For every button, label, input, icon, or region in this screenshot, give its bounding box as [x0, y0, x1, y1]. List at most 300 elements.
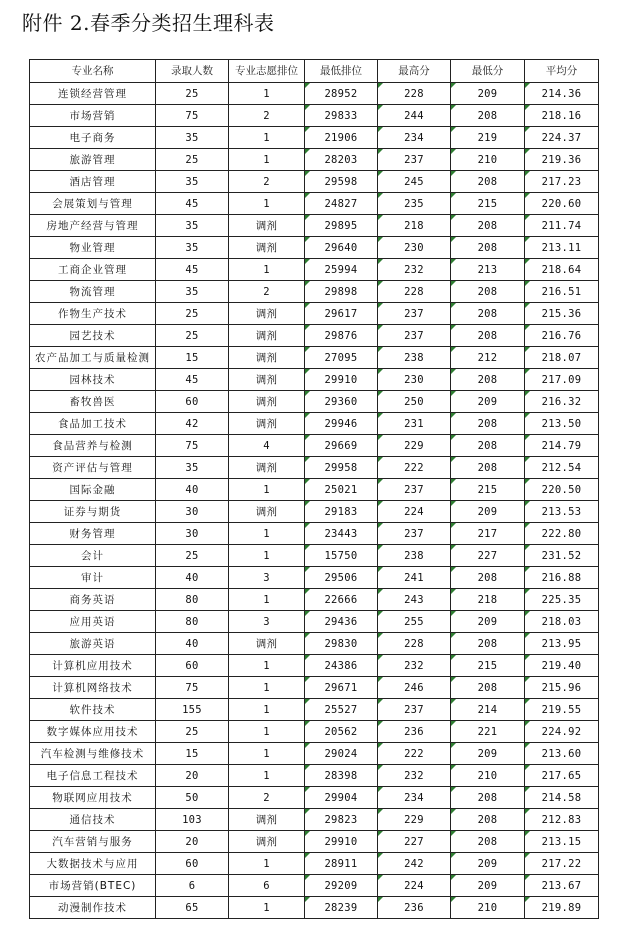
cell-lowest-score: 209: [451, 501, 525, 523]
table-row: [30, 259, 599, 281]
cell-average-score: 215.96: [525, 677, 599, 699]
cell-lowest-score: 217: [451, 523, 525, 545]
cell-highest-score: 238: [378, 347, 451, 369]
table-row: [30, 523, 599, 545]
cell-preference-rank: 2: [229, 281, 305, 303]
table-row: [30, 875, 599, 897]
cell-highest-score: 230: [378, 369, 451, 391]
cell-average-score: 217.65: [525, 765, 599, 787]
cell-preference-rank: 1: [229, 545, 305, 567]
table-row: [30, 83, 599, 105]
cell-admitted-count: 65: [156, 897, 229, 919]
document-title: 附件 2.春季分类招生理科表: [22, 11, 275, 35]
cell-major-name: 连锁经营管理: [30, 83, 156, 105]
cell-lowest-rank: 29833: [305, 105, 378, 127]
cell-admitted-count: 60: [156, 391, 229, 413]
table-row: [30, 655, 599, 677]
cell-lowest-score: 227: [451, 545, 525, 567]
cell-average-score: 214.58: [525, 787, 599, 809]
cell-lowest-rank: 29024: [305, 743, 378, 765]
cell-lowest-score: 219: [451, 127, 525, 149]
cell-lowest-score: 208: [451, 237, 525, 259]
cell-preference-rank: 1: [229, 655, 305, 677]
cell-lowest-score: 210: [451, 149, 525, 171]
table-row: [30, 787, 599, 809]
table-row: [30, 699, 599, 721]
cell-major-name: 物流管理: [30, 281, 156, 303]
table-row: [30, 589, 599, 611]
cell-average-score: 222.80: [525, 523, 599, 545]
cell-average-score: 217.22: [525, 853, 599, 875]
cell-lowest-score: 208: [451, 215, 525, 237]
cell-major-name: 作物生产技术: [30, 303, 156, 325]
cell-lowest-rank: 22666: [305, 589, 378, 611]
table-row: [30, 677, 599, 699]
cell-average-score: 213.95: [525, 633, 599, 655]
cell-lowest-rank: 20562: [305, 721, 378, 743]
cell-preference-rank: 2: [229, 171, 305, 193]
cell-highest-score: 237: [378, 479, 451, 501]
cell-average-score: 213.53: [525, 501, 599, 523]
table-header-row: [30, 60, 599, 83]
cell-lowest-rank: 29910: [305, 831, 378, 853]
header-average-score: 平均分: [525, 60, 599, 83]
table-row: [30, 897, 599, 919]
cell-average-score: 216.51: [525, 281, 599, 303]
cell-highest-score: 237: [378, 149, 451, 171]
table-row: [30, 479, 599, 501]
cell-preference-rank: 6: [229, 875, 305, 897]
cell-average-score: 218.03: [525, 611, 599, 633]
cell-preference-rank: 1: [229, 193, 305, 215]
cell-admitted-count: 35: [156, 215, 229, 237]
cell-highest-score: 236: [378, 721, 451, 743]
cell-average-score: 216.76: [525, 325, 599, 347]
cell-preference-rank: 1: [229, 765, 305, 787]
cell-preference-rank: 调剂: [229, 413, 305, 435]
table-row: [30, 303, 599, 325]
cell-lowest-rank: 28911: [305, 853, 378, 875]
cell-major-name: 工商企业管理: [30, 259, 156, 281]
table-row: [30, 281, 599, 303]
cell-average-score: 220.60: [525, 193, 599, 215]
cell-admitted-count: 45: [156, 259, 229, 281]
cell-preference-rank: 1: [229, 721, 305, 743]
cell-lowest-score: 208: [451, 171, 525, 193]
cell-preference-rank: 调剂: [229, 633, 305, 655]
cell-highest-score: 224: [378, 875, 451, 897]
cell-average-score: 213.50: [525, 413, 599, 435]
cell-highest-score: 241: [378, 567, 451, 589]
cell-preference-rank: 4: [229, 435, 305, 457]
cell-major-name: 房地产经营与管理: [30, 215, 156, 237]
cell-highest-score: 244: [378, 105, 451, 127]
cell-lowest-score: 208: [451, 369, 525, 391]
cell-lowest-score: 215: [451, 479, 525, 501]
cell-lowest-score: 214: [451, 699, 525, 721]
cell-lowest-score: 208: [451, 435, 525, 457]
cell-major-name: 大数据技术与应用: [30, 853, 156, 875]
cell-highest-score: 250: [378, 391, 451, 413]
cell-average-score: 217.09: [525, 369, 599, 391]
table-row: [30, 105, 599, 127]
cell-lowest-rank: 29617: [305, 303, 378, 325]
cell-lowest-score: 210: [451, 765, 525, 787]
cell-average-score: 225.35: [525, 589, 599, 611]
cell-lowest-rank: 29876: [305, 325, 378, 347]
cell-lowest-rank: 29823: [305, 809, 378, 831]
table-row: [30, 193, 599, 215]
cell-admitted-count: 60: [156, 853, 229, 875]
cell-admitted-count: 15: [156, 743, 229, 765]
cell-admitted-count: 15: [156, 347, 229, 369]
cell-major-name: 软件技术: [30, 699, 156, 721]
cell-lowest-score: 209: [451, 875, 525, 897]
cell-lowest-rank: 29830: [305, 633, 378, 655]
cell-admitted-count: 40: [156, 567, 229, 589]
cell-average-score: 224.37: [525, 127, 599, 149]
cell-average-score: 211.74: [525, 215, 599, 237]
cell-admitted-count: 35: [156, 281, 229, 303]
cell-major-name: 电子商务: [30, 127, 156, 149]
cell-lowest-rank: 25994: [305, 259, 378, 281]
cell-lowest-score: 208: [451, 677, 525, 699]
cell-preference-rank: 调剂: [229, 369, 305, 391]
cell-admitted-count: 75: [156, 105, 229, 127]
cell-preference-rank: 2: [229, 787, 305, 809]
cell-major-name: 数字媒体应用技术: [30, 721, 156, 743]
cell-major-name: 会计: [30, 545, 156, 567]
cell-major-name: 商务英语: [30, 589, 156, 611]
table-row: [30, 611, 599, 633]
cell-lowest-score: 212: [451, 347, 525, 369]
header-highest-score: 最高分: [378, 60, 451, 83]
cell-highest-score: 255: [378, 611, 451, 633]
cell-admitted-count: 6: [156, 875, 229, 897]
cell-admitted-count: 25: [156, 721, 229, 743]
cell-lowest-rank: 29360: [305, 391, 378, 413]
cell-admitted-count: 25: [156, 545, 229, 567]
cell-admitted-count: 35: [156, 127, 229, 149]
cell-major-name: 旅游管理: [30, 149, 156, 171]
cell-lowest-rank: 15750: [305, 545, 378, 567]
cell-admitted-count: 155: [156, 699, 229, 721]
table-row: [30, 721, 599, 743]
cell-lowest-score: 208: [451, 413, 525, 435]
cell-preference-rank: 调剂: [229, 215, 305, 237]
cell-highest-score: 227: [378, 831, 451, 853]
table-row: [30, 809, 599, 831]
header-major-name: 专业名称: [30, 60, 156, 83]
cell-preference-rank: 1: [229, 83, 305, 105]
cell-lowest-score: 208: [451, 105, 525, 127]
table-row: [30, 413, 599, 435]
table-row: [30, 743, 599, 765]
cell-highest-score: 242: [378, 853, 451, 875]
cell-admitted-count: 50: [156, 787, 229, 809]
cell-lowest-score: 209: [451, 743, 525, 765]
cell-lowest-rank: 29183: [305, 501, 378, 523]
cell-major-name: 汽车营销与服务: [30, 831, 156, 853]
cell-lowest-rank: 28239: [305, 897, 378, 919]
cell-major-name: 会展策划与管理: [30, 193, 156, 215]
cell-average-score: 224.92: [525, 721, 599, 743]
cell-preference-rank: 2: [229, 105, 305, 127]
cell-average-score: 217.23: [525, 171, 599, 193]
cell-highest-score: 236: [378, 897, 451, 919]
table-row: [30, 567, 599, 589]
cell-preference-rank: 1: [229, 589, 305, 611]
cell-admitted-count: 35: [156, 457, 229, 479]
cell-average-score: 214.36: [525, 83, 599, 105]
cell-lowest-rank: 28203: [305, 149, 378, 171]
cell-admitted-count: 80: [156, 611, 229, 633]
cell-major-name: 园艺技术: [30, 325, 156, 347]
header-lowest-rank: 最低排位: [305, 60, 378, 83]
cell-preference-rank: 调剂: [229, 237, 305, 259]
cell-admitted-count: 25: [156, 325, 229, 347]
cell-preference-rank: 1: [229, 677, 305, 699]
cell-average-score: 216.32: [525, 391, 599, 413]
cell-average-score: 218.16: [525, 105, 599, 127]
cell-admitted-count: 35: [156, 171, 229, 193]
cell-lowest-score: 208: [451, 303, 525, 325]
cell-lowest-rank: 23443: [305, 523, 378, 545]
cell-highest-score: 222: [378, 457, 451, 479]
cell-highest-score: 237: [378, 699, 451, 721]
cell-highest-score: 229: [378, 809, 451, 831]
cell-lowest-rank: 24827: [305, 193, 378, 215]
cell-lowest-score: 221: [451, 721, 525, 743]
cell-lowest-rank: 29209: [305, 875, 378, 897]
cell-highest-score: 246: [378, 677, 451, 699]
cell-average-score: 215.36: [525, 303, 599, 325]
table-row: [30, 831, 599, 853]
cell-major-name: 食品加工技术: [30, 413, 156, 435]
cell-admitted-count: 60: [156, 655, 229, 677]
cell-major-name: 电子信息工程技术: [30, 765, 156, 787]
cell-lowest-rank: 25527: [305, 699, 378, 721]
cell-average-score: 212.83: [525, 809, 599, 831]
cell-highest-score: 232: [378, 655, 451, 677]
cell-major-name: 畜牧兽医: [30, 391, 156, 413]
cell-major-name: 农产品加工与质量检测: [30, 347, 156, 369]
cell-lowest-score: 215: [451, 193, 525, 215]
cell-lowest-rank: 29598: [305, 171, 378, 193]
cell-lowest-score: 210: [451, 897, 525, 919]
cell-admitted-count: 25: [156, 149, 229, 171]
table-row: [30, 127, 599, 149]
cell-major-name: 市场营销(BTEC): [30, 875, 156, 897]
cell-lowest-score: 218: [451, 589, 525, 611]
cell-average-score: 220.50: [525, 479, 599, 501]
cell-admitted-count: 75: [156, 435, 229, 457]
cell-lowest-rank: 29958: [305, 457, 378, 479]
cell-lowest-rank: 24386: [305, 655, 378, 677]
cell-lowest-score: 209: [451, 83, 525, 105]
cell-admitted-count: 25: [156, 303, 229, 325]
table-row: [30, 765, 599, 787]
cell-highest-score: 235: [378, 193, 451, 215]
cell-major-name: 资产评估与管理: [30, 457, 156, 479]
cell-admitted-count: 30: [156, 501, 229, 523]
cell-lowest-rank: 29640: [305, 237, 378, 259]
cell-lowest-rank: 29946: [305, 413, 378, 435]
cell-admitted-count: 40: [156, 633, 229, 655]
cell-preference-rank: 1: [229, 127, 305, 149]
cell-admitted-count: 40: [156, 479, 229, 501]
cell-preference-rank: 调剂: [229, 501, 305, 523]
cell-major-name: 市场营销: [30, 105, 156, 127]
cell-lowest-score: 208: [451, 633, 525, 655]
cell-admitted-count: 20: [156, 831, 229, 853]
cell-preference-rank: 3: [229, 567, 305, 589]
cell-highest-score: 237: [378, 303, 451, 325]
cell-lowest-score: 208: [451, 281, 525, 303]
cell-highest-score: 228: [378, 83, 451, 105]
cell-highest-score: 229: [378, 435, 451, 457]
cell-major-name: 财务管理: [30, 523, 156, 545]
table-row: [30, 501, 599, 523]
table-row: [30, 215, 599, 237]
cell-major-name: 园林技术: [30, 369, 156, 391]
cell-lowest-rank: 28952: [305, 83, 378, 105]
cell-preference-rank: 1: [229, 853, 305, 875]
cell-admitted-count: 80: [156, 589, 229, 611]
cell-lowest-rank: 25021: [305, 479, 378, 501]
table-body: [30, 83, 599, 919]
cell-highest-score: 230: [378, 237, 451, 259]
table-row: [30, 391, 599, 413]
cell-lowest-rank: 28398: [305, 765, 378, 787]
cell-highest-score: 238: [378, 545, 451, 567]
cell-major-name: 酒店管理: [30, 171, 156, 193]
cell-preference-rank: 调剂: [229, 391, 305, 413]
cell-average-score: 213.60: [525, 743, 599, 765]
cell-preference-rank: 3: [229, 611, 305, 633]
cell-lowest-score: 208: [451, 567, 525, 589]
cell-highest-score: 231: [378, 413, 451, 435]
cell-lowest-score: 208: [451, 457, 525, 479]
table-row: [30, 545, 599, 567]
table-row: [30, 369, 599, 391]
cell-lowest-rank: 29910: [305, 369, 378, 391]
table-row: [30, 325, 599, 347]
table-row: [30, 633, 599, 655]
cell-preference-rank: 1: [229, 897, 305, 919]
cell-major-name: 审计: [30, 567, 156, 589]
cell-major-name: 国际金融: [30, 479, 156, 501]
cell-lowest-rank: 21906: [305, 127, 378, 149]
cell-major-name: 应用英语: [30, 611, 156, 633]
header-lowest-score: 最低分: [451, 60, 525, 83]
cell-major-name: 食品营养与检测: [30, 435, 156, 457]
cell-highest-score: 222: [378, 743, 451, 765]
cell-average-score: 219.36: [525, 149, 599, 171]
table-row: [30, 149, 599, 171]
table-row: [30, 171, 599, 193]
cell-lowest-rank: 27095: [305, 347, 378, 369]
cell-highest-score: 237: [378, 523, 451, 545]
cell-lowest-score: 213: [451, 259, 525, 281]
cell-highest-score: 234: [378, 127, 451, 149]
cell-highest-score: 218: [378, 215, 451, 237]
cell-admitted-count: 30: [156, 523, 229, 545]
cell-lowest-rank: 29671: [305, 677, 378, 699]
cell-highest-score: 237: [378, 325, 451, 347]
cell-average-score: 216.88: [525, 567, 599, 589]
cell-average-score: 213.15: [525, 831, 599, 853]
admission-table: [29, 59, 599, 919]
header-preference-rank: 专业志愿排位: [229, 60, 305, 83]
cell-lowest-score: 215: [451, 655, 525, 677]
cell-lowest-score: 208: [451, 325, 525, 347]
cell-preference-rank: 1: [229, 523, 305, 545]
cell-lowest-score: 208: [451, 831, 525, 853]
cell-preference-rank: 1: [229, 259, 305, 281]
cell-highest-score: 228: [378, 633, 451, 655]
cell-highest-score: 228: [378, 281, 451, 303]
cell-major-name: 通信技术: [30, 809, 156, 831]
cell-admitted-count: 35: [156, 237, 229, 259]
cell-admitted-count: 75: [156, 677, 229, 699]
cell-lowest-score: 209: [451, 611, 525, 633]
cell-major-name: 物业管理: [30, 237, 156, 259]
cell-lowest-score: 209: [451, 391, 525, 413]
cell-average-score: 218.07: [525, 347, 599, 369]
cell-lowest-score: 208: [451, 809, 525, 831]
cell-preference-rank: 调剂: [229, 831, 305, 853]
cell-admitted-count: 45: [156, 193, 229, 215]
cell-preference-rank: 1: [229, 743, 305, 765]
admission-table-container: [29, 59, 598, 919]
cell-major-name: 动漫制作技术: [30, 897, 156, 919]
cell-average-score: 231.52: [525, 545, 599, 567]
cell-highest-score: 245: [378, 171, 451, 193]
cell-preference-rank: 调剂: [229, 457, 305, 479]
cell-admitted-count: 103: [156, 809, 229, 831]
cell-highest-score: 232: [378, 259, 451, 281]
header-admitted-count: 录取人数: [156, 60, 229, 83]
cell-average-score: 218.64: [525, 259, 599, 281]
cell-average-score: 219.40: [525, 655, 599, 677]
table-row: [30, 237, 599, 259]
cell-average-score: 213.11: [525, 237, 599, 259]
cell-major-name: 旅游英语: [30, 633, 156, 655]
cell-highest-score: 234: [378, 787, 451, 809]
cell-major-name: 汽车检测与维修技术: [30, 743, 156, 765]
cell-major-name: 证券与期货: [30, 501, 156, 523]
cell-major-name: 计算机应用技术: [30, 655, 156, 677]
cell-average-score: 219.89: [525, 897, 599, 919]
cell-lowest-rank: 29436: [305, 611, 378, 633]
cell-preference-rank: 调剂: [229, 347, 305, 369]
cell-preference-rank: 1: [229, 479, 305, 501]
cell-preference-rank: 1: [229, 699, 305, 721]
cell-highest-score: 243: [378, 589, 451, 611]
cell-major-name: 计算机网络技术: [30, 677, 156, 699]
cell-preference-rank: 调剂: [229, 809, 305, 831]
cell-admitted-count: 25: [156, 83, 229, 105]
cell-preference-rank: 调剂: [229, 303, 305, 325]
cell-lowest-rank: 29898: [305, 281, 378, 303]
cell-highest-score: 232: [378, 765, 451, 787]
table-row: [30, 853, 599, 875]
cell-major-name: 物联网应用技术: [30, 787, 156, 809]
cell-lowest-rank: 29669: [305, 435, 378, 457]
cell-highest-score: 224: [378, 501, 451, 523]
cell-admitted-count: 20: [156, 765, 229, 787]
